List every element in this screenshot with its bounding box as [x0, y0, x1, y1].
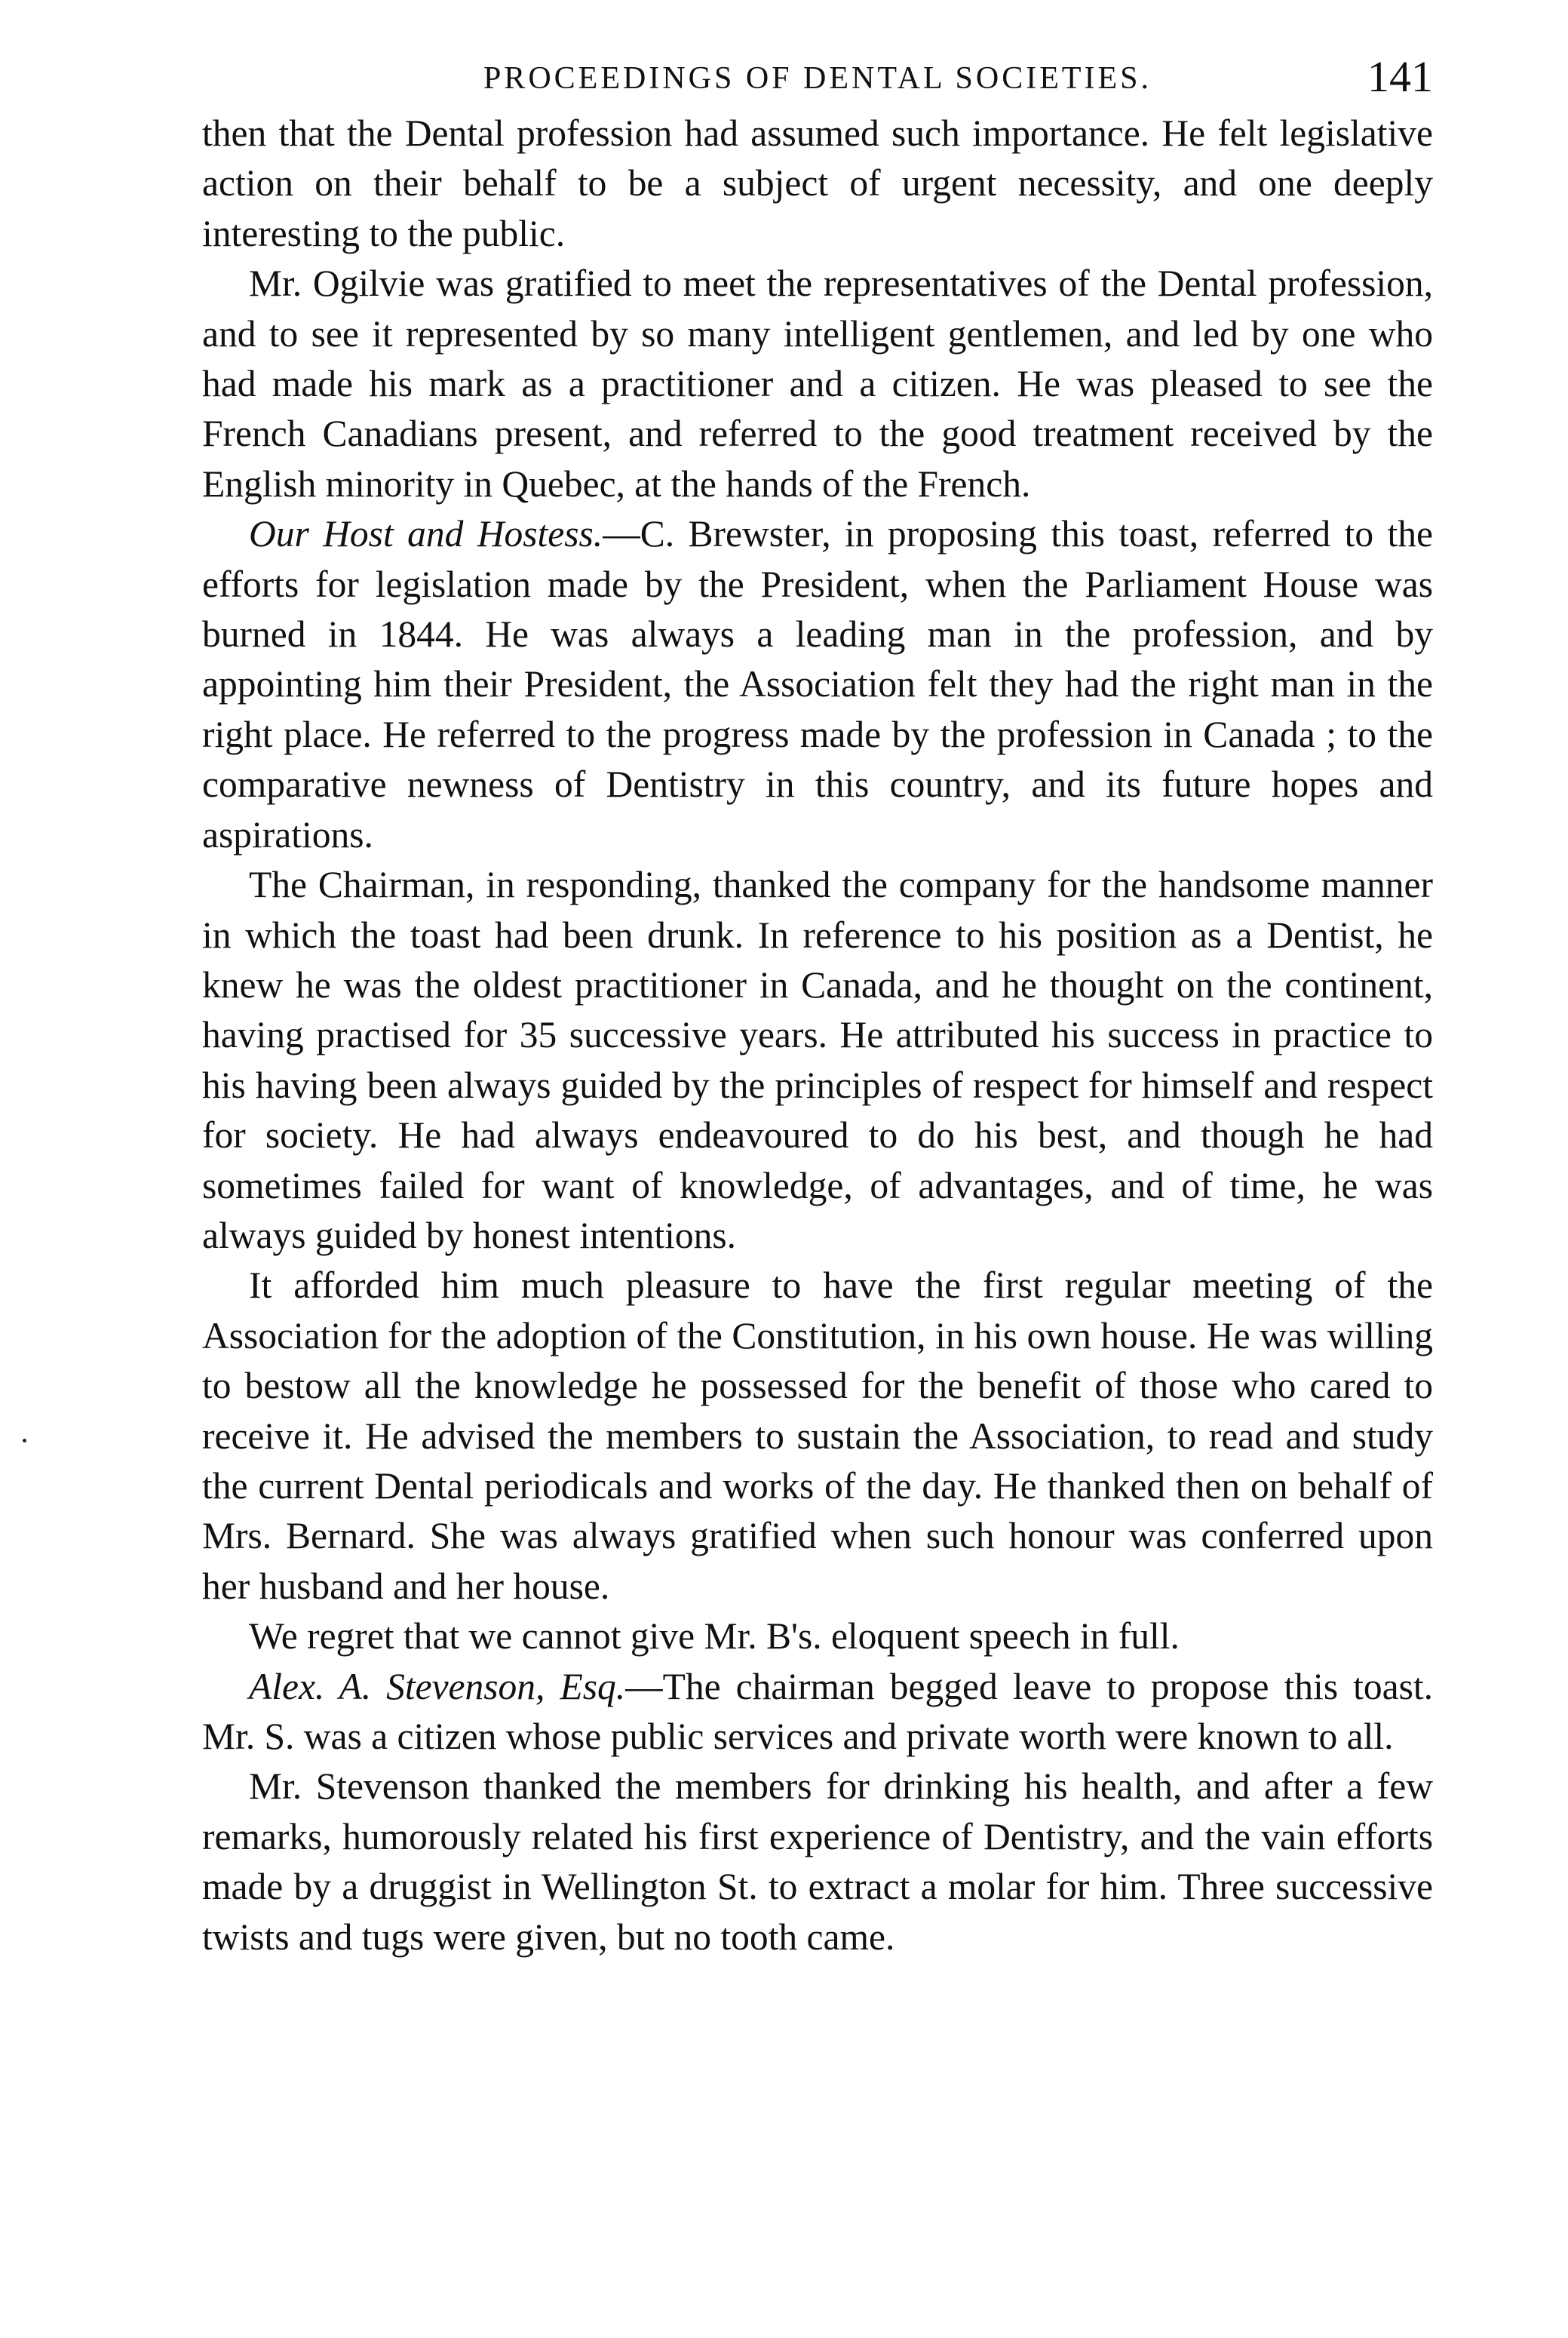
paragraph-host-hostess-toast: [202, 509, 1433, 860]
page-number: 141: [1367, 52, 1433, 101]
body-text: [202, 109, 1433, 1962]
paragraph-text: then that the Dental profession had assumed such importance. He felt legislative action on their behalf to be a subject of urgent necessity, and one deeply interesting to the public.: [202, 112, 1433, 254]
paragraph-text: —The chairman begged leave to propose this toast. Mr. S. was a citizen whose public services and private worth were known to all.: [202, 1665, 1433, 1757]
paragraph-editorial-note: [202, 1611, 1433, 1661]
paragraph-first-meeting: [202, 1261, 1433, 1611]
document-page: [202, 45, 1433, 1962]
paragraph-text: It afforded him much pleasure to have the first regular meeting of the Association for the adoption of the Constitution, in his own house. He was willing to bestow all the knowledge he possessed for the benefit of those who cared to receive it. He advised the members to sustain the Association, to read and study the current Dental periodicals and works of the day. He thanked then on behalf of Mrs. Bernard. She was always gratified when such honour was conferred upon her husband and her house.: [202, 1264, 1433, 1607]
paragraph-ogilvie: [202, 259, 1433, 509]
margin-speck: [23, 1439, 26, 1442]
paragraph-stevenson-reply: [202, 1762, 1433, 1962]
paragraph-chairman-response: [202, 860, 1433, 1261]
paragraph-stevenson-toast: [202, 1662, 1433, 1762]
paragraph-text: We regret that we cannot give Mr. B's. eloquent speech in full.: [249, 1615, 1180, 1657]
running-head: [202, 45, 1433, 109]
paragraph-continuation: [202, 109, 1433, 259]
running-title: PROCEEDINGS OF DENTAL SOCIETIES.: [483, 61, 1152, 96]
paragraph-text: Mr. Stevenson thanked the members for drinking his health, and after a few remarks, humorously related his first experience of Dentistry, and the vain efforts made by a druggist in Wellington St. to extract a molar for him. Three successive twists and tugs were given, but no tooth came.: [202, 1765, 1433, 1958]
toast-heading: Our Host and Hostess.: [249, 513, 603, 555]
toast-heading: Alex. A. Stevenson, Esq.: [249, 1665, 626, 1707]
paragraph-text: The Chairman, in responding, thanked the company for the handsome manner in which the toast had been drunk. In reference to his position as a Dentist, he knew he was the oldest practitioner in Canada, and he thought on the continent, having practised for 35 successive years. He attributed his success in practice to his having been always guided by the principles of respect for himself and respect for society. He had always endeavoured to do his best, and though he had sometimes failed for want of knowledge, of advantages, and of time, he was always guided by honest intentions.: [202, 864, 1433, 1256]
paragraph-text: Mr. Ogilvie was gratified to meet the representatives of the Dental profession, and to see it represented by so many intelligent gentlemen, and led by one who had made his mark as a practitioner and a citizen. He was pleased to see the French Canadians present, and referred to the good treatment received by the English minority in Quebec, at the hands of the French.: [202, 263, 1433, 505]
paragraph-text: —C. Brewster, in proposing this toast, referred to the efforts for legislation made by the President, when the Parliament House was burned in 1844. He was always a leading man in the profession, and by appointing him their President, the Association felt they had the right man in the right place. He referred to the progress made by the profession in Canada ; to the comparative newness of Dentistry in this country, and its future hopes and aspirations.: [202, 513, 1433, 856]
